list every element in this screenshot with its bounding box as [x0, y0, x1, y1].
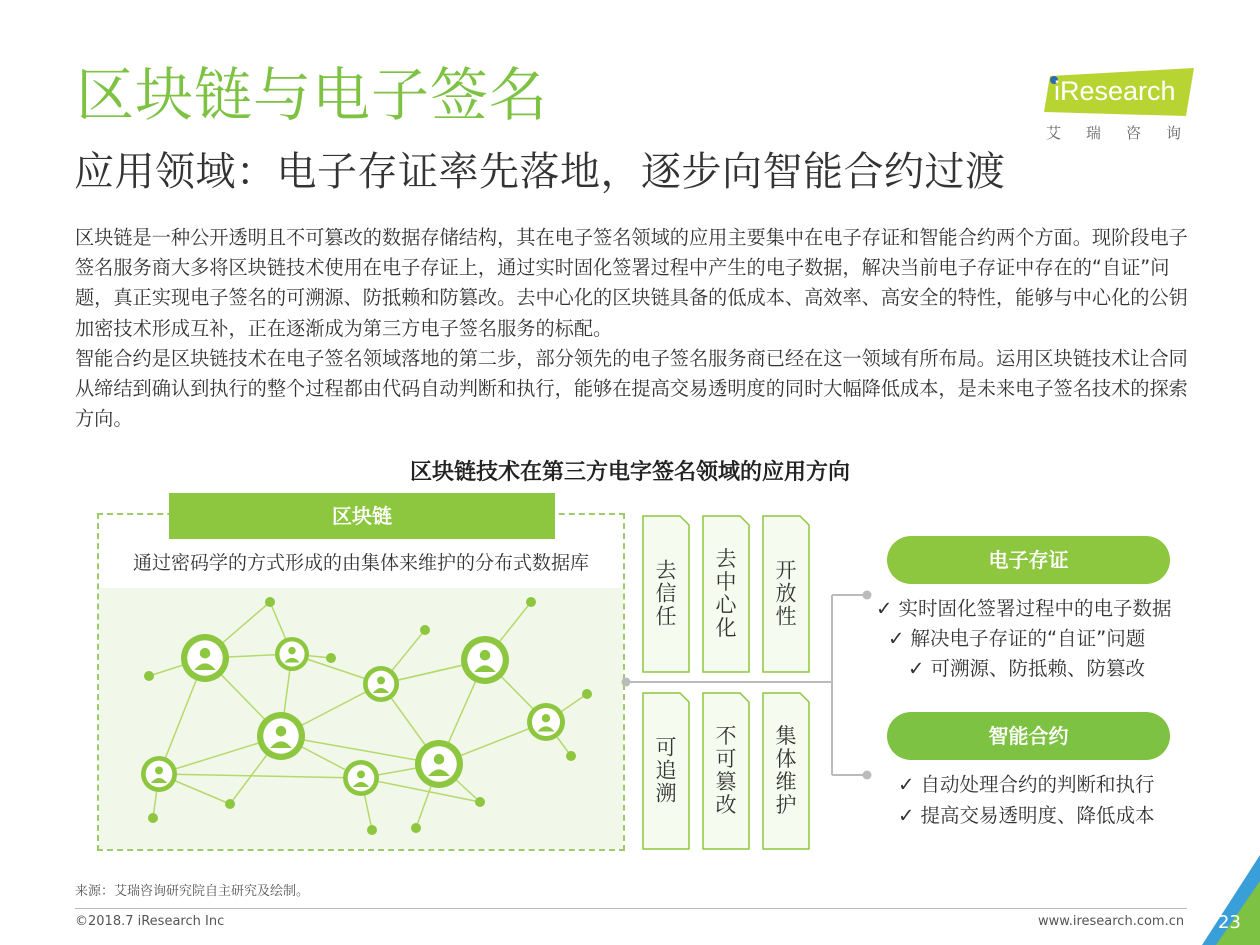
- blockchain-description: 通过密码学的方式形成的由集体来维护的分布式数据库: [132, 552, 589, 574]
- slide-subtitle: 应用领域：电子存证率先落地，逐步向智能合约过渡: [74, 149, 1006, 195]
- network-dot: [367, 825, 377, 835]
- user-icon-head: [480, 650, 491, 661]
- user-icon-head: [276, 726, 287, 737]
- website-link[interactable]: www.iresearch.com.cn: [1038, 914, 1185, 929]
- logo-subtext: 艾瑞咨询: [1046, 124, 1207, 142]
- slide-title: 区块链与电子签名: [76, 61, 549, 129]
- contract-bullet: ✓ 提高交易透明度、降低成本: [898, 804, 1155, 827]
- page-number: 23: [1218, 912, 1241, 933]
- network-dot: [526, 597, 536, 607]
- network-illustration: [99, 588, 623, 849]
- contract-bullet: ✓ 自动处理合约的判断和执行: [898, 773, 1155, 796]
- network-edge: [361, 778, 480, 802]
- network-edge: [159, 774, 361, 778]
- property-label: 开放性: [775, 558, 797, 629]
- property-label: 不可篡改: [715, 724, 737, 817]
- user-icon-head: [357, 770, 365, 778]
- user-icon-head: [288, 647, 295, 654]
- body-paragraph: 区块链是一种公开透明且不可篡改的数据存储结构，其在电子签名领域的应用主要集中在电子存证和智能合约两个方面。现阶段电子签名服务商大多将区块链技术使用在电子存证上，通过实时固化签署过程中产生的电子数据，解决当前电子存证中存在的“自证”问题，真正实现电子签名的可溯源、防抵赖和防篡改。去中心化的区块链具备的低成本、高效率、高安全的特性，能够与中心化的公钥加密技术形成互补，正在逐渐成为第三方电子签名服务的标配。: [75, 226, 1188, 340]
- network-dot: [326, 653, 336, 663]
- footer-divider: [75, 908, 1187, 909]
- network-dot: [420, 625, 430, 635]
- network-edge: [281, 736, 439, 764]
- property-label: 去中心化: [715, 547, 737, 640]
- iresearch-logo: [1038, 66, 1207, 146]
- network-dot: [148, 813, 158, 823]
- logo-text: iResearch: [1054, 76, 1176, 106]
- user-icon-head: [377, 676, 385, 684]
- property-label: 集体维护: [775, 724, 797, 817]
- source-note: 来源：艾瑞咨询研究院自主研究及绘制。: [75, 884, 310, 899]
- user-icon-head: [434, 754, 445, 765]
- network-dot: [566, 751, 576, 761]
- user-icon-head: [542, 714, 550, 722]
- user-icon-head: [200, 648, 211, 659]
- network-dot: [475, 797, 485, 807]
- network-dot: [144, 671, 154, 681]
- evidence-bullet: ✓ 实时固化签署过程中的电子数据: [876, 597, 1172, 620]
- network-dot: [411, 823, 421, 833]
- property-label: 去信任: [655, 558, 677, 629]
- evidence-bullet: ✓ 可溯源、防抵赖、防篡改: [908, 657, 1146, 680]
- connector-lines: [620, 585, 880, 785]
- evidence-bullet: ✓ 解决电子存证的“自证”问题: [888, 627, 1146, 650]
- copyright-text: ©2018.7 iResearch Inc: [75, 914, 225, 929]
- application-evidence-pill: 电子存证: [887, 536, 1170, 584]
- blockchain-header: 区块链: [169, 493, 555, 539]
- body-paragraph: 智能合约是区块链技术在电子签名领域落地的第二步，部分领先的电子签名服务商已经在这一领域有所布局。运用区块链技术让合同从缔结到确认到执行的整个过程都由代码自动判断和执行，能够在提高交易透明度的同时大幅降低成本，是未来电子签名技术的探索方向。: [75, 346, 1188, 431]
- user-icon-head: [155, 766, 163, 774]
- diagram-title: 区块链技术在第三方电字签名领域的应用方向: [409, 460, 850, 485]
- application-contract-pill: 智能合约: [887, 712, 1170, 760]
- property-label: 可追溯: [655, 735, 677, 806]
- network-dot: [582, 689, 592, 699]
- network-dot: [265, 597, 275, 607]
- network-dot: [225, 799, 235, 809]
- body-text: [75, 223, 1195, 434]
